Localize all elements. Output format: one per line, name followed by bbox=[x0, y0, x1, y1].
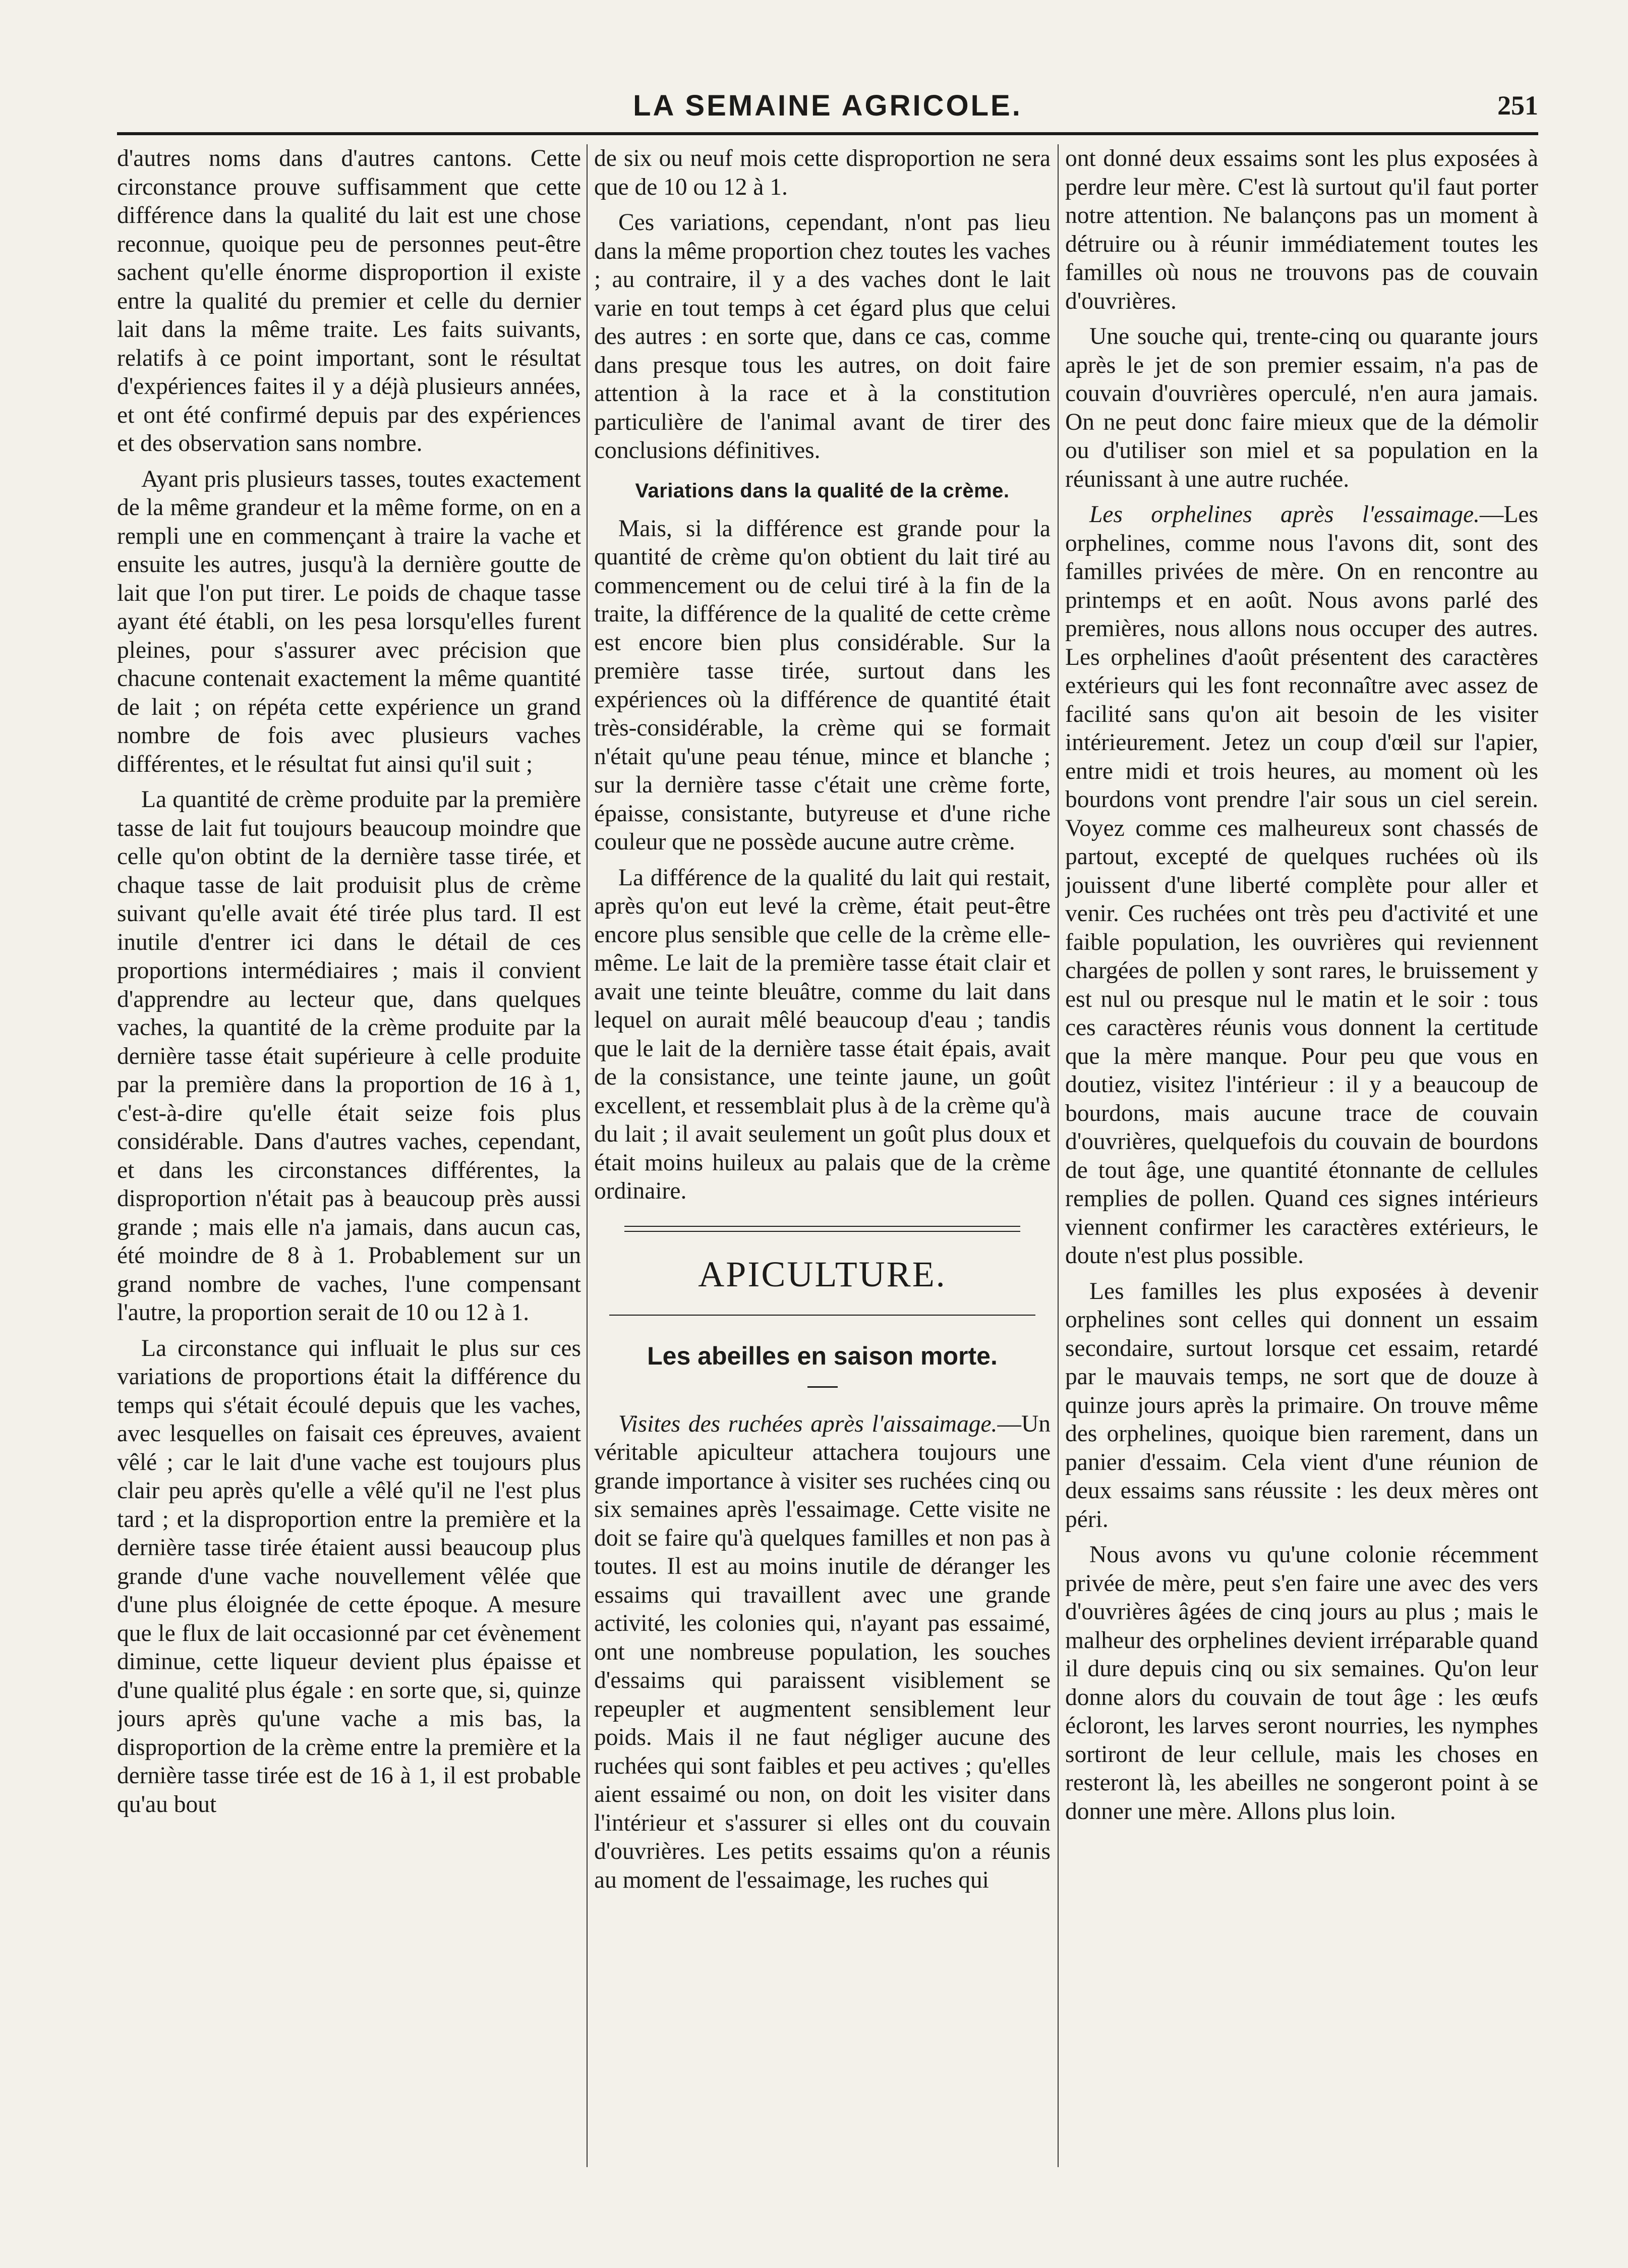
paragraph: de six ou neuf mois cette disproportion ne sera que de 10 ou 12 à 1. bbox=[594, 145, 1051, 200]
paragraph: Ces variations, cependant, n'ont pas lieu dans la même proportion chez toutes les vaches ; au contraire, il y a des vaches dont le lait varie en tout temps à cet égard plus que celui des autres : en sorte que, dans ce cas, comme dans presque tous les autres, on doit faire attention à la race et à la constitution particulière de l'animal avant de tirer des conclusions définitives. bbox=[594, 209, 1051, 464]
paragraph: La différence de la qualité du lait qui restait, après qu'on eut levé la crème, était peut-être encore plus sensible que celle de la crème elle-même. Le lait de la première tasse était clair et avait une teinte bleuâtre, comme du lait dans lequel on aurait mêlé beaucoup d'eau ; tandis que le lait de la dernière tasse était épais, avait de la consistance, une teinte jaune, un goût excellent, et ressemblait plus à de la crème qu'à du lait ; il avait seulement un goût plus doux et était moins huileux au palais que de la crème ordinaire. bbox=[594, 864, 1051, 1204]
run-in-heading: Visites des ruchées après l'aissaimage. bbox=[618, 1410, 998, 1437]
paragraph: La circonstance qui influait le plus sur ces variations de proportions était la différence du temps qui s'était écoulé depuis que les vaches, avec lesquelles on faisait ces épreuves, avaient vêlé ; car le lait d'une vache est toujours plus clair peu après qu'elle a vêlé qu'il ne l'est plus tard ; et la disproportion entre la première et la dernière tasse tirée étaient aussi beaucoup plus grande d'une vache nouvellement vêlée que d'une plus éloignée de cette époque. A mesure que le flux de lait occasionné par cet évènement diminue, cette liqueur devient plus épaisse et d'une qualité plus égale : en sorte que, si, quinze jours après qu'une vache a mis bas, la disproportion de la crème entre la première et la dernière tasse tirée est de 16 à 1, il est probable qu'au bout bbox=[117, 1335, 581, 1818]
paragraph: Ayant pris plusieurs tasses, toutes exactement de la même grandeur et la même forme, on en a rempli une en commençant à traire la vache et ensuite les autres, jusqu'à la dernière goutte de lait que l'on put tirer. Le poids de chaque tasse ayant été établi, on les pesa lorsqu'elles furent pleines, pour s'assurer avec précision que chacune contenait exactement la même quantité de lait ; on répéta cette expérience un grand nombre de fois avec plusieurs vaches différentes, et le résultat fut ainsi qu'il suit ; bbox=[117, 466, 581, 777]
paragraph: d'autres noms dans d'autres cantons. Cette circonstance prouve suffisamment que cette différence dans la qualité du lait est une chose reconnue, quoique peu de personnes peut-être sachent qu'elle énorme disproportion il existe entre la qualité du premier et celle du dernier lait dans la même traite. Les faits suivants, relatifs à ce point important, sont le résultat d'expériences faites il y a déjà plusieurs années, et ont été confirmé depuis par des expériences et des observation sans nombre. bbox=[117, 145, 581, 457]
column-3 bbox=[1065, 144, 1538, 2167]
article-title: Les abeilles en saison morte. bbox=[647, 1341, 998, 1370]
paragraph-text: —Un véritable apiculteur attachera toujours une grande importance à visiter ses ruchées cinq ou six semaines après l'essaimage. Cette visite ne doit se faire qu'à quelques familles et non pas à toutes. Il est au moins inutile de déranger les essaims qui travaillent avec une grande activité, les colonies qui, n'ayant pas essaimé, ont une nombreuse population, les souches d'essaims qui paraissent visiblement se repeupler et augmentent sensiblement leur poids. Mais il ne faut négliger aucune des ruchées qui sont faibles et peu actives ; qu'elles aient essaimé ou non, on doit les visiter dans l'intérieur et s'assurer si elles ont du couvain d'ouvrières. Les petits essaims qu'on a réunis au moment de l'essaimage, les ruches qui bbox=[594, 1410, 1051, 1893]
column-divider bbox=[1058, 144, 1059, 2167]
section-rule bbox=[609, 1315, 1035, 1316]
header-rule bbox=[117, 132, 1538, 135]
page-header bbox=[117, 86, 1538, 126]
paragraph: Une souche qui, trente-cinq ou quarante jours après le jet de son premier essaim, n'a pas de couvain d'ouvrières operculé, n'en aura jamais. On ne peut donc faire mieux que de la démolir ou d'utiliser son miel et sa population en la réunissant à une autre ruchée. bbox=[1065, 323, 1538, 492]
paragraph: ont donné deux essaims sont les plus exposées à perdre leur mère. C'est là surtout qu'il faut porter notre attention. Ne balançons pas un moment à détruire ou à réunir immédiatement toutes les familles où nous ne trouvons pas de couvain d'ouvrières. bbox=[1065, 145, 1538, 314]
title-dash bbox=[807, 1386, 838, 1388]
run-in-heading: Les orphelines après l'essaimage. bbox=[1089, 501, 1480, 528]
paragraph bbox=[1065, 500, 1538, 1270]
column-divider bbox=[587, 144, 588, 2167]
paragraph: La quantité de crème produite par la première tasse de lait fut toujours beaucoup moindre que celle qu'on obtint de la dernière tasse tirée, et chaque tasse de lait produisit plus de crème suivant qu'elle avait été tirée plus tard. Il est inutile d'entrer ici dans le détail de ces proportions intermédiaires ; mais il convient d'apprendre au lecteur que, dans quelques vaches, la quantité de la crème produite par la dernière tasse était supérieure à celle produite par la première dans la proportion de 16 à 1, c'est-à-dire qu'elle était seize fois plus considérable. Dans d'autres vaches, cependant, et dans les circonstances différentes, la disproportion n'était pas à beaucoup près aussi grande ; mais elle n'a jamais, dans aucun cas, été moindre de 8 à 1. Probablement sur un grand nombre de vaches, l'une compensant l'autre, la proportion serait de 10 ou 12 à 1. bbox=[117, 786, 581, 1326]
paragraph: Les familles les plus exposées à devenir orphelines sont celles qui donnent un essaim secondaire, surtout lorsque cet essaim, retardé par le mauvais temps, ne sort que de douze à quinze jours après la primaire. On trouve même des orphelines, quoique bien rarement, dans un panier d'essaim. Cela vient d'une réunion de deux essaims sans réussite : les deux mères ont péri. bbox=[1065, 1278, 1538, 1533]
paragraph: Mais, si la différence est grande pour la quantité de crème qu'on obtient du lait tiré au commencement ou de celui tiré à la fin de la traite, la différence de la qualité de cette crème est encore bien plus considérable. Sur la première tasse tirée, surtout dans les expériences où la différence de quantité était très-considérable, la crème qui se formait n'était qu'une peau ténue, mince et blanche ; sur la dernière tasse c'était une crème forte, épaisse, consistante, butyreuse et d'une riche couleur que ne possède aucune autre crème. bbox=[594, 515, 1051, 855]
section-title: APICULTURE. bbox=[698, 1254, 947, 1294]
paragraph: Nous avons vu qu'une colonie récemment privée de mère, peut s'en faire une avec des vers d'ouvrières âgées de cinq jours au plus ; mais le malheur des orphelines devient irréparable quand il dure depuis cinq ou six semaines. Qu'on leur donne alors du couvain de tout âge : les œufs écloront, les larves seront nourries, les nymphes sortiront de leur cellule, mais les choses en resteront là, les abeilles ne songeront point à se donner une mère. Allons plus loin. bbox=[1065, 1542, 1538, 1825]
page-number: 251 bbox=[1497, 90, 1538, 121]
publication-title: LA SEMAINE AGRICOLE. bbox=[633, 89, 1022, 122]
column-1 bbox=[117, 144, 581, 2167]
subheading: Variations dans la qualité de la crème. bbox=[635, 479, 1010, 502]
section-separator bbox=[624, 1226, 1020, 1232]
paragraph-text: —Les orphelines, comme nous l'avons dit, sont des familles privées de mère. On en rencontre au printemps et en août. Nous avons parlé des premières, nous allons nous occuper des autres. Les orphelines d'août présentent des caractères extérieurs qui les font reconnaître avec assez de facilité sans qu'on ait besoin de les visiter intérieurement. Jetez un coup d'œil sur l'apier, entre midi et trois heures, au moment où les bourdons vont prendre l'air sous un ciel serein. Voyez comme ces malheureux sont chassés de partout, excepté de quelques ruchées où ils jouissent d'une liberté complète pour aller et venir. Ces ruchées ont très peu d'activité et une faible population, les ouvrières qui reviennent chargées de pollen y sont rares, le bruissement y est nul ou presque nul le matin et le soir : tous ces caractères réunis vous donnent la certitude que la mère manque. Pour peu que vous en doutiez, visitez l'intérieur : il y a beaucoup de bourdons, mais aucune trace de couvain d'ouvrières, quelquefois du couvain de bourdons de tout âge, une quantité étonnante de cellules remplies de pollen. Quand ces signes intérieurs viennent confirmer les caractères extérieurs, le doute n'est plus possible. bbox=[1065, 501, 1538, 1269]
paragraph bbox=[594, 1410, 1051, 1895]
column-2 bbox=[594, 144, 1051, 2167]
